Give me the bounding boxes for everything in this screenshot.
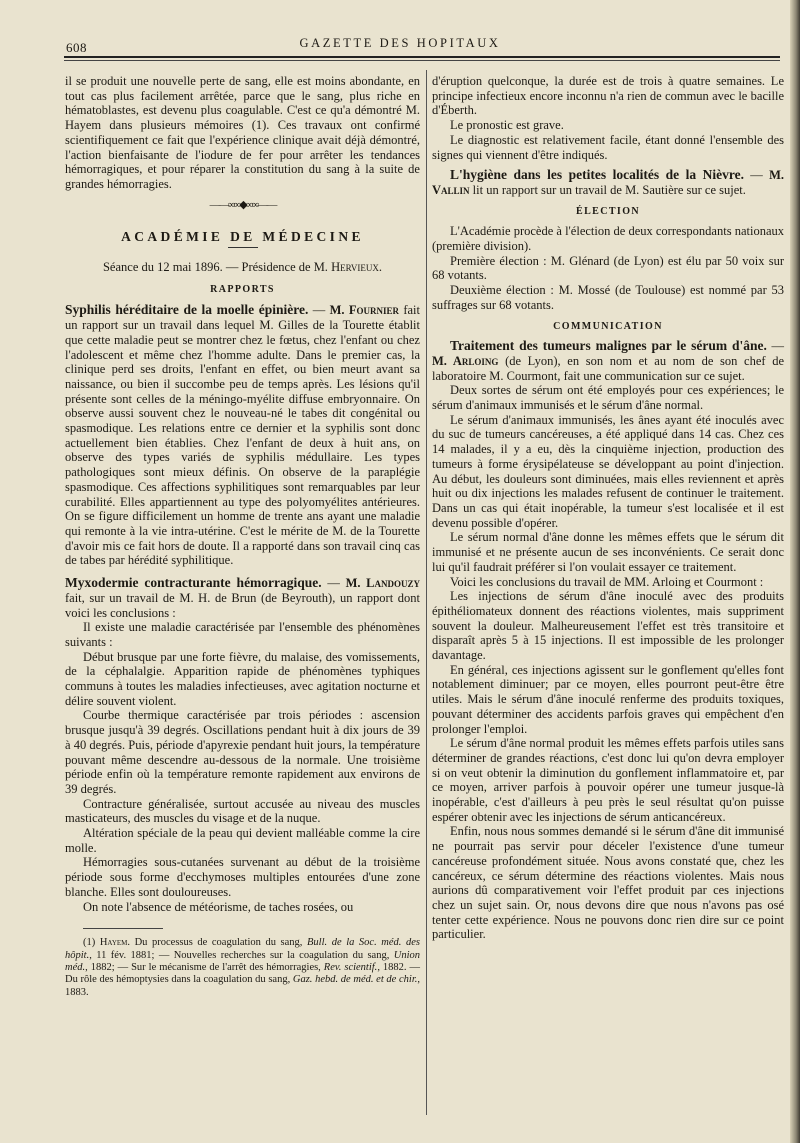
paragraph: Voici les conclusions du travail de MM. Arloing et Courmont : bbox=[450, 574, 764, 589]
column-divider bbox=[426, 70, 427, 1115]
article-title: Syphilis héréditaire de la moelle épinière. bbox=[65, 302, 309, 318]
dash: — bbox=[308, 303, 330, 318]
article-body: fait un rapport sur un travail dans lequel M. Gilles de la Tourette établit que cette maladie peut se montrer chez le fœtus, chez l'enfant ou chez l'adolescent et même chez l'homme adulte. Dans le premier cas, la clinique perd ses droits, l'enfant en effet, ou bien meurt avant sa naissance, ou bien il succombe peu de temps après. Les lésions qu'il présente sont celles de la méningo-myélite diffuse embryonnaire. On observe aussi souvent chez le nouveau-né le tabes dit congénital ou spasmodique. Les relations entre ce dernier et la syphilis sont donc actuellement bien établies. Chez l'enfant de deux à huit ans, on observe des types variés de syphilis médullaire. Les types pathologiques sont mieux définis. On observe de la paraplégie spasmodique. Ces affections syphilitiques sont remarquables par leur curabilité. Elles appartiennent au type des polyomyélites antérieures. On se figure difficilement un homme de trente ans ayant une maladie qui remonte à la vie intra-utérine. C'est le mérite de M. de la Tourette d'avoir mis ce fait hors de doute. Il a rapporté dans son travail cinq cas de tabes par hérédité syphilitique. bbox=[65, 303, 421, 568]
paragraph: Courbe thermique caractérisée par trois périodes : ascension brusque jusqu'à 39 degrés. Oscillations pendant huit à dix jours de 39 à 40 degrés. Puis, période d'apyrexie pendant huit jours, la température pouvant même descendre au-dessous de la normale. Une troisième période enfin où la température remonte rapidement aux environs de 39 degrés. bbox=[65, 708, 420, 796]
article-body: (de Lyon), en son nom et au nom de son chef de laboratoire M. Courmont, fait une communication sur ce sujet. bbox=[432, 353, 784, 383]
paragraph: L'Académie procède à l'élection de deux correspondants nationaux (première division). bbox=[432, 224, 784, 254]
dash: — bbox=[321, 576, 346, 591]
article-hygiene bbox=[432, 168, 784, 197]
paragraph: Le sérum normal d'âne donne les mêmes effets que le sérum dit immunisé et ne présente aucun de ses inconvénients. Ce serait donc lui qu'il faudrait préférer si l'on voulait essayer ce traitement. bbox=[432, 530, 784, 574]
author-name: M. Vallin bbox=[432, 168, 784, 197]
paragraph: Deuxième élection : M. Mossé (de Toulouse) est nommé par 53 suffrages sur 68 votants. bbox=[432, 283, 784, 312]
footnote-text: , 1882; — Sur le mécanisme de l'arrêt des hémorragies, bbox=[85, 962, 324, 974]
page-number: 608 bbox=[66, 40, 87, 55]
footnote-author: Hayem bbox=[99, 937, 128, 949]
footnote-rule bbox=[83, 928, 163, 929]
running-title: GAZETTE DES HOPITAUX bbox=[299, 36, 501, 50]
article-body: fait, sur un travail de M. H. de Brun (de Beyrouth), un rapport dont voici les conclusions : bbox=[65, 590, 420, 620]
footnote-journal: Rev. scientif. bbox=[323, 962, 378, 974]
right-column bbox=[432, 74, 784, 942]
paragraph: Hémorragies sous-cutanées survenant au début de la troisième période sous forme d'ecchymoses multiples entourées d'une zone blanche. Elles sont douloureuses. bbox=[65, 855, 420, 899]
header-rule-thick bbox=[64, 56, 780, 58]
footnote-text: , 1882. — Du rôle des hémoptysies dans la coagulation du sang, bbox=[65, 962, 421, 986]
paragraph: Altération spéciale de la peau qui devient malléable comme la cire molle. bbox=[65, 826, 420, 855]
session-president: Hervieux. bbox=[331, 260, 382, 275]
author-name: M. Arloing bbox=[432, 353, 499, 368]
article-title: Traitement des tumeurs malignes par le sérum d'âne. bbox=[450, 338, 767, 354]
article-traitement bbox=[432, 339, 784, 383]
title-underline bbox=[228, 247, 258, 248]
footnote-text: , 11 fév. 1881; — Nouvelles recherches sur la coagulation du sang, bbox=[89, 949, 394, 961]
paragraph: Le sérum d'animaux immunisés, les ânes ayant été inoculés avec du suc de tumeurs cancéreuses, a été appliqué dans 14 cas. Chez ces 14 malades, il y a eu, dès la cinquième injection, production des tumeurs à forme érysipélateuse se développant au point d'injection. Au début, les douleurs sont diminuées, mais elles reviennent et après huit ou dix injections les malades refusent de continuer le traitement. Dans un cas qui était inopérable, la tumeur s'est localisée et il est devenu possible d'opérer. bbox=[432, 412, 784, 530]
author-name: M. Landouzy bbox=[345, 576, 421, 591]
paragraph: Première élection : M. Glénard (de Lyon) est élu par 50 voix sur 68 votants. bbox=[432, 253, 784, 283]
subhead-rapports: RAPPORTS bbox=[210, 283, 275, 295]
footnote-journal: Union méd. bbox=[65, 949, 420, 974]
footnote-mark: (1) bbox=[83, 937, 100, 949]
header-rule-thin bbox=[64, 60, 780, 61]
subhead-communication: COMMUNICATION bbox=[553, 320, 663, 332]
article-title: Myxodermie contracturante hémorragique. bbox=[65, 575, 322, 591]
left-column bbox=[65, 74, 420, 999]
section-title-academie: ACADÉMIE DE MÉDECINE bbox=[121, 229, 364, 245]
paragraph: Enfin, nous nous sommes demandé si le sérum d'âne dit immunisé ne pourrait pas servir pour déceler l'existence d'une tumeur cancéreuse profondément située. Nous avons constaté que, chez les cancéreux, ce sérum détermine des réactions violentes. Mais nous aurions dû comparativement voir l'effet produit par ces injections chez un sujet sain. Or, nous devons dire que nous n'avons pas osé tenter cette expérience. Nous ne pouvons donc rien dire sur ce point particulier. bbox=[432, 824, 784, 942]
author-name: M. Fournier bbox=[329, 303, 399, 318]
footnote-journal: Gaz. hebd. de méd. et de chir. bbox=[292, 974, 418, 986]
paragraph: On note l'absence de météorisme, de taches rosées, ou bbox=[83, 899, 354, 914]
paragraph: Le diagnostic est relativement facile, étant donné l'ensemble des signes qui viennent d'être indiqués. bbox=[432, 132, 784, 162]
session-line bbox=[65, 260, 420, 275]
dash: — bbox=[744, 168, 770, 183]
paragraph: Contracture généralisée, surtout accusée au niveau des muscles masticateurs, des muscles du visage et de la nuque. bbox=[65, 796, 420, 826]
paragraph: Le pronostic est grave. bbox=[450, 118, 564, 133]
footnote bbox=[65, 937, 420, 999]
subhead-election: ÉLECTION bbox=[576, 205, 640, 217]
article-body: lit un rapport sur un travail de M. Sautière sur ce sujet. bbox=[469, 182, 746, 197]
paragraph: Le sérum d'âne normal produit les mêmes effets parfois utiles sans déterminer de grandes réactions, c'est donc lui qu'on devra employer si on veut obtenir la diminution du gonflement inflammatoire et, par ce moyen, arriver parfois à pouvoir opérer une tumeur jusque-là inopérable, c'est d'ailleurs à peu près le seul résultat qu'on puisse espérer obtenir avec les injections de sérum anticancéreux. bbox=[432, 736, 784, 824]
paragraph-hayem: il se produit une nouvelle perte de sang, elle est moins abondante, en tout cas plus facilement arrêtée, parce que le sang, plus riche en hématoblastes, est devenu plus coagulable. C'est ce qu'a démontré M. Hayem dans plusieurs mémoires (1). Ces travaux ont confirmé scientifiquement ce fait que l'expérience clinique avait déjà démontré, l'action bienfaisante de l'iodure de fer pour arrêter les tendances hémorragiques, et pour réparer la constitution du sang à la suite de grandes hémorragies. bbox=[65, 74, 420, 191]
footnote-journal: Bull. de la Soc. méd. des hôpit. bbox=[65, 937, 420, 961]
ornamental-divider: ——∞∞◆∞∞—— bbox=[209, 198, 276, 211]
binding-edge bbox=[790, 0, 800, 1143]
paragraph: En général, ces injections agissent sur le gonflement qu'elles font notablement diminuer; par ce moyen, elles pourront peut-être être utiles. Mais le sérum d'âne inoculé renferme des produits toxiques, pouvant déterminer des accidents parfois graves qui empêchent d'en prolonger l'emploi. bbox=[432, 662, 784, 736]
paragraph: Début brusque par une forte fièvre, du malaise, des vomissements, de la céphalalgie. Apparition rapide de phénomènes typhiques communs à toutes les maladies infectieuses, avec agitation nocturne et délire souvent violent. bbox=[65, 649, 420, 708]
paragraph: Il existe une maladie caractérisée par l'ensemble des phénomènes suivants : bbox=[65, 620, 420, 649]
paragraph: Les injections de sérum d'âne inoculé avec des produits épithéliomateux donnent des réactions violentes, mais suppriment souvent la douleur. Malheureusement l'effet est très transitoire et disparaît après 5 à 15 injections. Il est impossible de les prolonger davantage. bbox=[432, 589, 784, 663]
paragraph: d'éruption quelconque, la durée est de trois à quatre semaines. Le principe infectieux encore inconnu n'a rien de commun avec le bacille d'Éberth. bbox=[432, 74, 784, 118]
article-title: L'hygiène dans les petites localités de la Nièvre. bbox=[450, 167, 745, 183]
dash: — bbox=[766, 339, 785, 354]
article-myxodermie bbox=[65, 576, 420, 620]
session-date: Séance du 12 mai 1896. — Présidence de M. bbox=[102, 260, 332, 275]
footnote-text: , 1883. bbox=[65, 974, 420, 998]
footnote-text: . Du processus de coagulation du sang, bbox=[127, 937, 307, 949]
paragraph: Deux sortes de sérum ont été employés pour ces expériences; le sérum d'animaux immunisés et le sérum d'âne normal. bbox=[432, 383, 784, 413]
article-syphilis bbox=[65, 303, 420, 568]
